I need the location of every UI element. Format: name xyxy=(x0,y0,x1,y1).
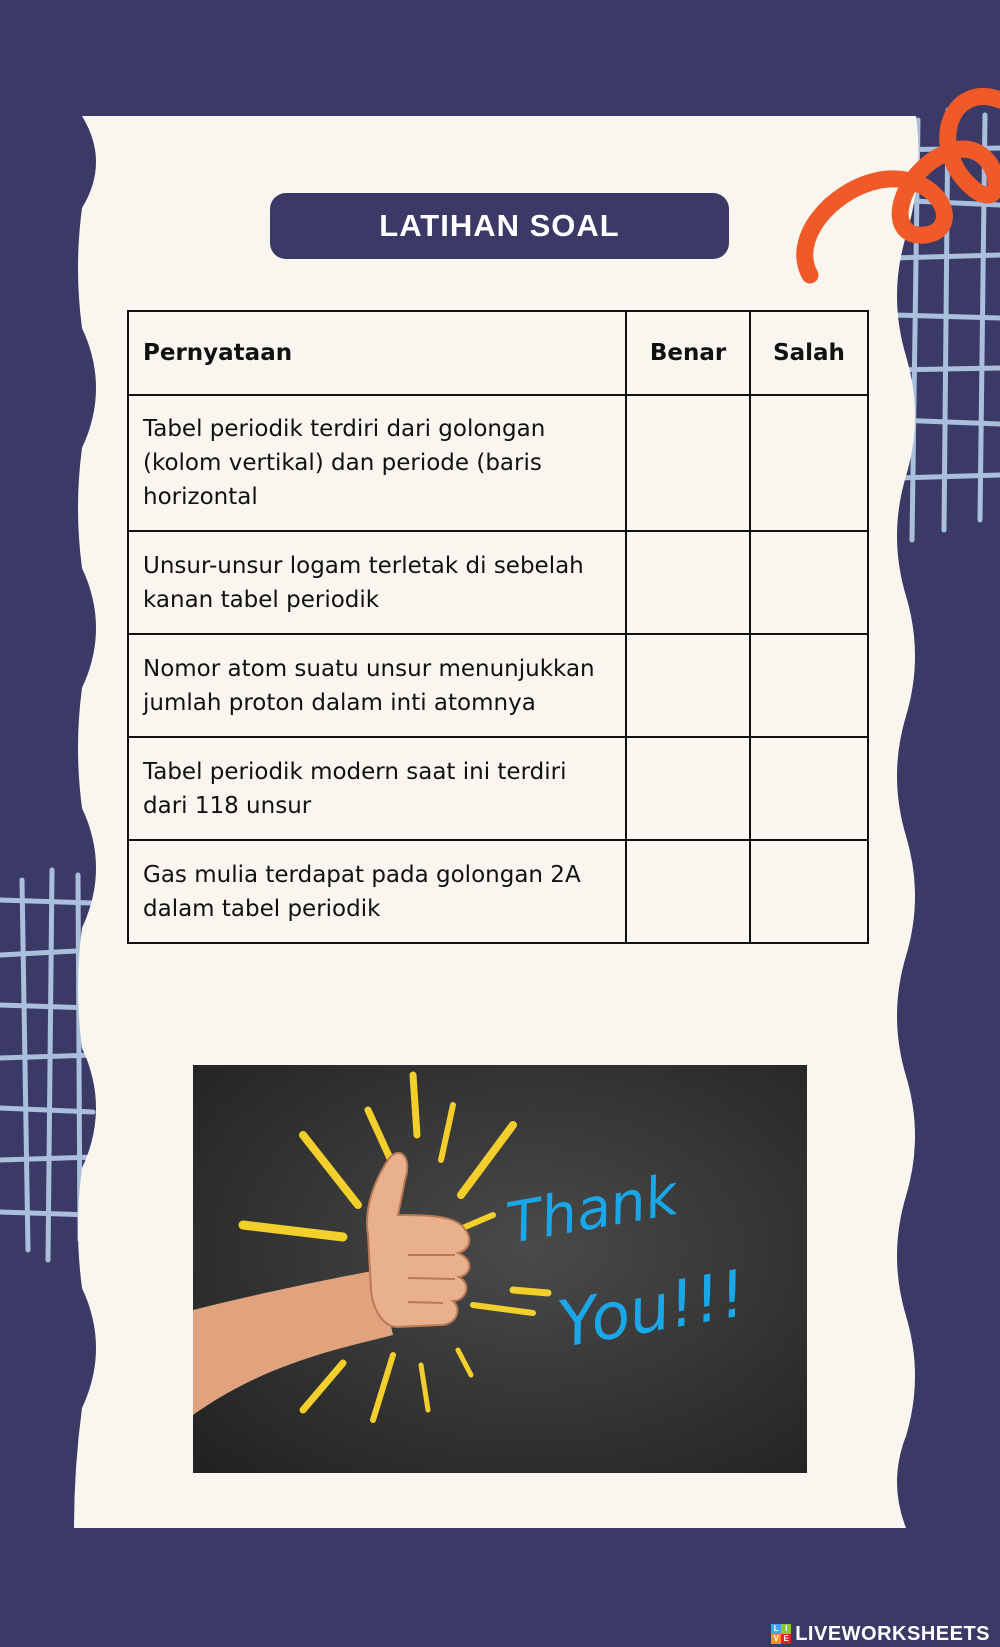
statement-cell: Gas mulia terdapat pada golongan 2A dalam tabel periodik xyxy=(128,840,626,943)
table-row xyxy=(128,737,868,840)
statement-cell: Tabel periodik modern saat ini terdiri dari 118 unsur xyxy=(128,737,626,840)
statement-cell: Unsur-unsur logam terletak di sebelah kanan tabel periodik xyxy=(128,531,626,634)
table-header-row xyxy=(128,311,868,395)
answer-true-cell[interactable] xyxy=(626,840,750,943)
answer-true-cell[interactable] xyxy=(626,531,750,634)
true-false-table xyxy=(127,310,869,944)
statement-cell: Tabel periodik terdiri dari golongan (kolom vertikal) dan periode (baris horizontal xyxy=(128,395,626,531)
table-row xyxy=(128,531,868,634)
answer-false-cell[interactable] xyxy=(750,840,868,943)
table-row xyxy=(128,840,868,943)
header-false: Salah xyxy=(750,311,868,395)
thank-you-image xyxy=(193,1065,807,1473)
header-statement: Pernyataan xyxy=(128,311,626,395)
answer-false-cell[interactable] xyxy=(750,531,868,634)
you-text: You!!! xyxy=(552,1257,752,1363)
answer-false-cell[interactable] xyxy=(750,395,868,531)
header-true: Benar xyxy=(626,311,750,395)
table-row xyxy=(128,634,868,737)
liveworksheets-brand xyxy=(771,1624,990,1644)
thank-text: Thank xyxy=(502,1162,683,1257)
worksheet-title: LATIHAN SOAL xyxy=(270,193,729,259)
statement-cell: Nomor atom suatu unsur menunjukkan jumlah proton dalam inti atomnya xyxy=(128,634,626,737)
liveworksheets-logo-icon: L I V E xyxy=(771,1624,791,1644)
answer-true-cell[interactable] xyxy=(626,634,750,737)
answer-false-cell[interactable] xyxy=(750,737,868,840)
answer-false-cell[interactable] xyxy=(750,634,868,737)
answer-true-cell[interactable] xyxy=(626,737,750,840)
answer-true-cell[interactable] xyxy=(626,395,750,531)
table-row xyxy=(128,395,868,531)
liveworksheets-text: LIVEWORKSHEETS xyxy=(795,1622,990,1645)
